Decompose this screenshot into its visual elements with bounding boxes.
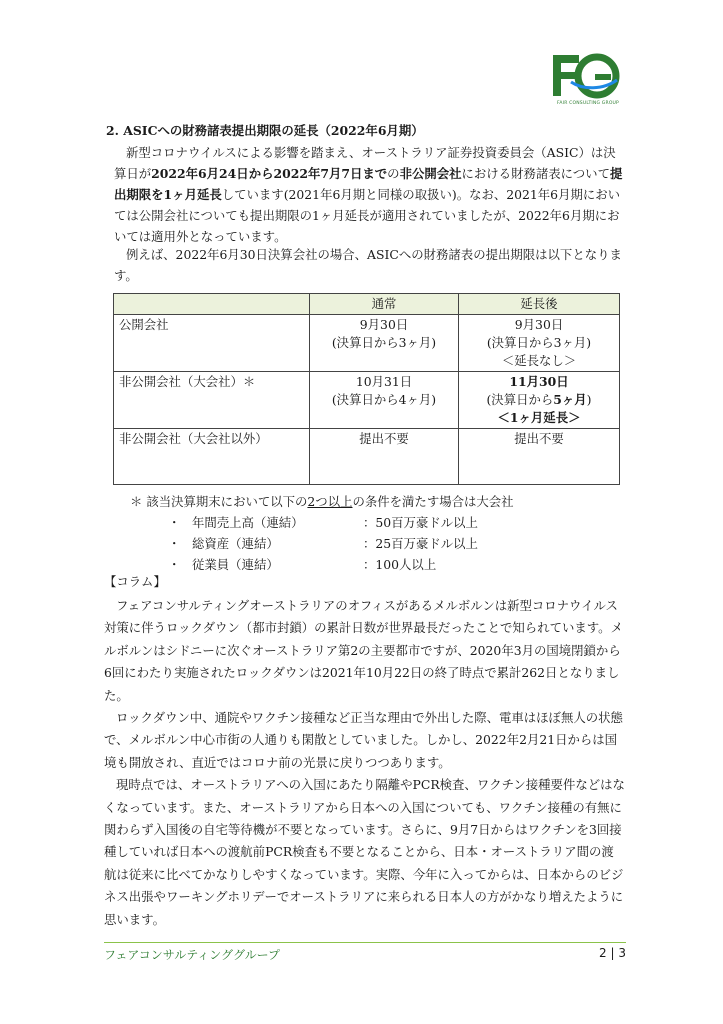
- note-underlined: 2つ以上: [307, 494, 353, 509]
- table-header-cell: 通常: [310, 294, 459, 315]
- intro-text-c: における財務諸表について: [461, 166, 610, 181]
- cell-line: (決算日から4ヶ月): [331, 392, 437, 407]
- logo-tagline: FAIR CONSULTING GROUP: [557, 101, 619, 106]
- intro-date-range: 2022年6月24日から2022年7月7日まで: [151, 166, 388, 181]
- deadline-table: [113, 293, 620, 485]
- column-paragraph: ロックダウン中、通院やワクチン接種など正当な理由で外出した際、電車はほぼ無人の状態で、メルボルン中心市街の人通りも閑散としていました。しかし、2022年2月21日からは国境も開放され、直近ではコロナ前の光景に戻りつつあります。: [104, 710, 623, 770]
- intro-text-a: 新型コロナウイルスによる影響を踏まえ、オーストラリア証券投資委員会（ASIC）は決算日が: [114, 145, 616, 181]
- normal-cell: [310, 372, 459, 429]
- criteria-label: 年間売上高（連結）: [192, 515, 304, 530]
- logo-g-bar: [595, 74, 611, 80]
- cell-line: [464, 391, 614, 409]
- row-label: 非公開会社（大会社以外）: [114, 429, 310, 485]
- cell-text: ): [586, 392, 592, 407]
- criteria-item: [168, 512, 478, 533]
- table-header-cell: 延長後: [459, 294, 620, 315]
- cell-line: 9月30日: [514, 317, 564, 332]
- criteria-value: ：50百万豪ドル以上: [363, 515, 478, 530]
- logo-f-top: [553, 55, 579, 63]
- intro-paragraph-2: [114, 244, 626, 286]
- criteria-value: ：25百万豪ドル以上: [363, 536, 478, 551]
- cell-line: 提出不要: [359, 431, 409, 446]
- table-row: [114, 372, 620, 429]
- bullet: ・: [168, 536, 181, 551]
- intro-text-b: の: [387, 166, 400, 181]
- normal-cell: [310, 429, 459, 485]
- extended-cell: [459, 429, 620, 485]
- criteria-value: ：100人以上: [363, 557, 437, 572]
- table-row: [114, 429, 620, 485]
- cell-line: 11月30日: [509, 374, 569, 389]
- column-paragraph: フェアコンサルティングオーストラリアのオフィスがあるメルボルンは新型コロナウイルス対策に伴うロックダウン（都市封鎖）の累計日数が世界最長だったことで知られています。メルボルンはシドニーに次ぐオーストラリア第2の主要都市ですが、2020年3月の国境閉鎖から6回にわたり実施されたロックダウンは2021年10月22日の終了時点で累計262日となりました。: [104, 598, 623, 703]
- table-row: [114, 315, 620, 372]
- row-label: 非公開会社（大会社）＊: [114, 372, 310, 429]
- bullet: ・: [168, 515, 181, 530]
- large-company-note: [130, 491, 514, 512]
- normal-cell: [310, 315, 459, 372]
- column-paragraph: 現時点では、オーストラリアへの入国にあたり隔離やPCR検査、ワクチン接種要件などはなくなっています。また、オーストラリアから日本への入国についても、ワクチン接種の有無に関わらず入国後の自宅等待機が不要となっています。さらに、9月7日からはワクチンを3回接種していれば日本への渡航前PCR検査も不要となることから、日本・オーストラリア間の渡航は従来に比べてかなりしやすくなっています。実際、今年に入ってからは、日本からのビジネス出張やワーキングホリデーでオーストラリアに来られる日本人の方がかなり増えたように思います。: [104, 777, 625, 927]
- cell-line: 提出不要: [514, 431, 564, 446]
- note-text: の条件を満たす場合は大会社: [352, 494, 514, 509]
- logo-f-mid: [553, 72, 575, 79]
- footer-divider: [104, 942, 626, 943]
- intro-private-company: 非公開会社: [399, 166, 462, 181]
- criteria-item: [168, 533, 478, 554]
- table-header-cell: [114, 294, 310, 315]
- row-label: 公開会社: [114, 315, 310, 372]
- footer-brand: フェアコンサルティンググループ: [104, 948, 281, 962]
- cell-line: ＜1ヶ月延長＞: [497, 410, 581, 425]
- column-body: [104, 595, 626, 931]
- section-heading: 2. ASICへの財務諸表提出期限の延長（2022年6月期）: [106, 123, 424, 138]
- cell-line: ＜延長なし＞: [501, 353, 577, 368]
- criteria-label: 総資産（連結）: [192, 536, 279, 551]
- intro-text-d: しています(2021年6月期と同様の取扱い)。なお、2021年6月期においては公開会社についても提出期限の1ヶ月延長が適用されていましたが、2022年6月期においては適用外となっています。: [114, 187, 621, 244]
- intro-example-text: 例えば、2022年6月30日決算会社の場合、ASICへの財務諸表の提出期限は以下となります。: [114, 247, 622, 283]
- cell-line: 10月31日: [355, 374, 413, 389]
- page-number: 2 | 3: [599, 946, 626, 960]
- intro-extension: 提出期限を1ヶ月延長: [114, 166, 623, 202]
- note-text: ＊ 該当決算期末において以下の: [130, 494, 308, 509]
- cell-line: 9月30日: [359, 317, 409, 332]
- criteria-item: [168, 554, 436, 575]
- criteria-label: 従業員（連結）: [192, 557, 279, 572]
- cell-line: (決算日から3ヶ月): [486, 335, 592, 350]
- extended-cell: [459, 315, 620, 372]
- extended-cell: [459, 372, 620, 429]
- intro-paragraph-1: [114, 142, 626, 247]
- cell-text: (決算日から: [486, 392, 554, 407]
- cell-text-bold: 5ヶ月: [553, 392, 587, 407]
- column-title: 【コラム】: [104, 574, 166, 589]
- cell-line: (決算日から3ヶ月): [331, 335, 437, 350]
- bullet: ・: [168, 557, 181, 572]
- table-header-row: [114, 294, 620, 315]
